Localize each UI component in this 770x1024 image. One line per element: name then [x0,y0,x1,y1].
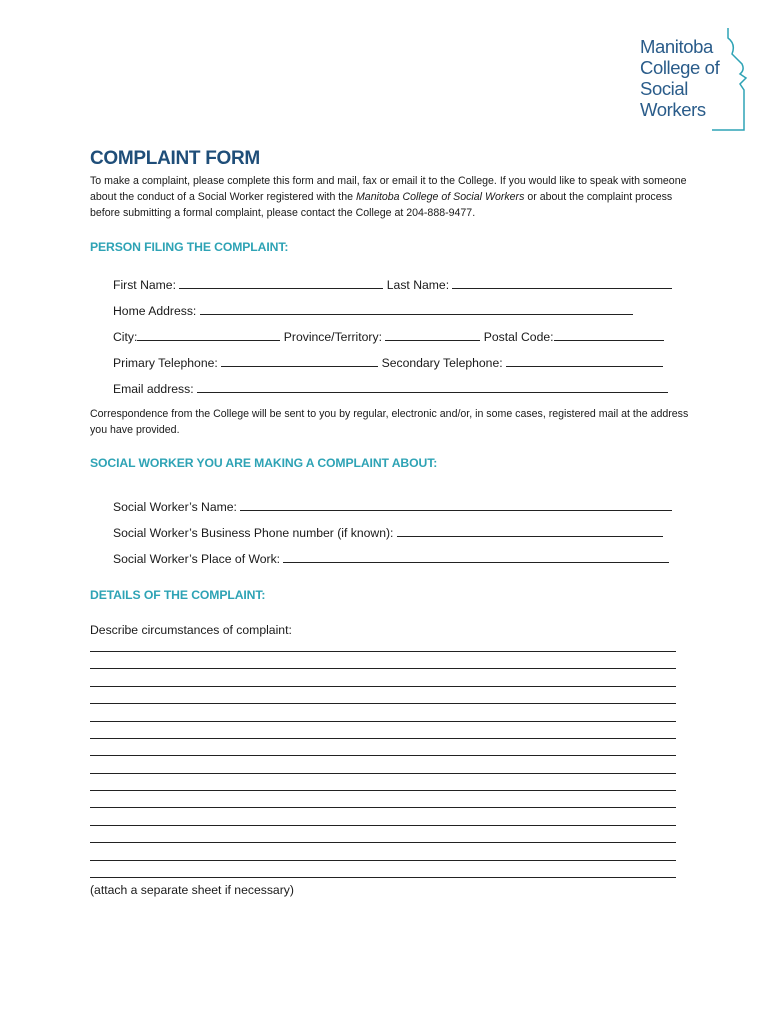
primary-phone-field[interactable] [221,356,378,367]
secondary-phone-label: Secondary Telephone: [381,356,503,370]
first-name-label: First Name: [113,278,176,292]
complaint-line[interactable] [90,703,676,704]
sw-name-row [113,500,672,514]
complaint-line[interactable] [90,738,676,739]
section-heading-details: DETAILS OF THE COMPLAINT: [90,588,266,602]
secondary-phone-field[interactable] [506,356,663,367]
last-name-field[interactable] [452,278,672,289]
complaint-line[interactable] [90,773,676,774]
intro-paragraph [90,173,690,221]
complaint-line[interactable] [90,807,676,808]
sw-phone-label: Social Worker’s Business Phone number (if known): [113,526,394,540]
complaint-line[interactable] [90,825,676,826]
college-logo [632,26,748,132]
email-field[interactable] [197,382,668,393]
postal-code-field[interactable] [554,330,664,341]
city-label: City: [113,330,138,344]
sw-place-row [113,552,669,566]
postal-code-label: Postal Code: [483,330,554,344]
sw-place-field[interactable] [283,552,669,563]
first-name-field[interactable] [179,278,383,289]
complaint-line[interactable] [90,842,676,843]
province-label: Province/Territory: [283,330,382,344]
describe-label: Describe circumstances of complaint: [90,623,292,637]
sw-phone-field[interactable] [397,526,663,537]
section-heading-social-worker: SOCIAL WORKER YOU ARE MAKING A COMPLAINT ABOUT: [90,456,438,470]
phone-row [113,356,663,370]
logo-line-3: Social [640,78,688,99]
sw-name-field[interactable] [240,500,672,511]
intro-text-2: or about the complaint process before submitting a formal complaint, please contact the College at 204-888-9477. [90,191,673,219]
primary-phone-label: Primary Telephone: [113,356,218,370]
section-heading-person: PERSON FILING THE COMPLAINT: [90,240,289,254]
email-row [113,382,668,396]
complaint-line[interactable] [90,668,676,669]
sw-place-label: Social Worker’s Place of Work: [113,552,281,566]
address-row [113,304,633,318]
city-row [113,330,664,344]
name-row [113,278,672,292]
last-name-label: Last Name: [386,278,450,292]
page-title: COMPLAINT FORM [90,148,260,169]
logo-line-2: College of [640,57,720,78]
logo-line-4: Workers [640,99,706,120]
home-address-label: Home Address: [113,304,197,318]
home-address-field[interactable] [200,304,633,315]
city-field[interactable] [137,330,280,341]
attach-note: (attach a separate sheet if necessary) [90,883,294,897]
sw-name-label: Social Worker’s Name: [113,500,237,514]
complaint-line[interactable] [90,755,676,756]
logo-line-1: Manitoba [640,36,713,57]
email-label: Email address: [113,382,194,396]
complaint-line[interactable] [90,686,676,687]
correspondence-note: Correspondence from the College will be sent to you by regular, electronic and/or, in some cases, registered mail at the address you have provided. [90,408,689,436]
complaint-line[interactable] [90,651,676,652]
province-field[interactable] [385,330,480,341]
intro-text-1: To make a complaint, please complete this form and mail, fax or email it to the College. If you would like to speak with someone about the conduct of a Social Worker registered with the [90,175,687,203]
complaint-line[interactable] [90,721,676,722]
intro-college-name: Manitoba College of Social Workers [355,191,525,203]
complaint-line[interactable] [90,860,676,861]
complaint-line[interactable] [90,877,676,878]
sw-phone-row [113,526,663,540]
complaint-line[interactable] [90,790,676,791]
